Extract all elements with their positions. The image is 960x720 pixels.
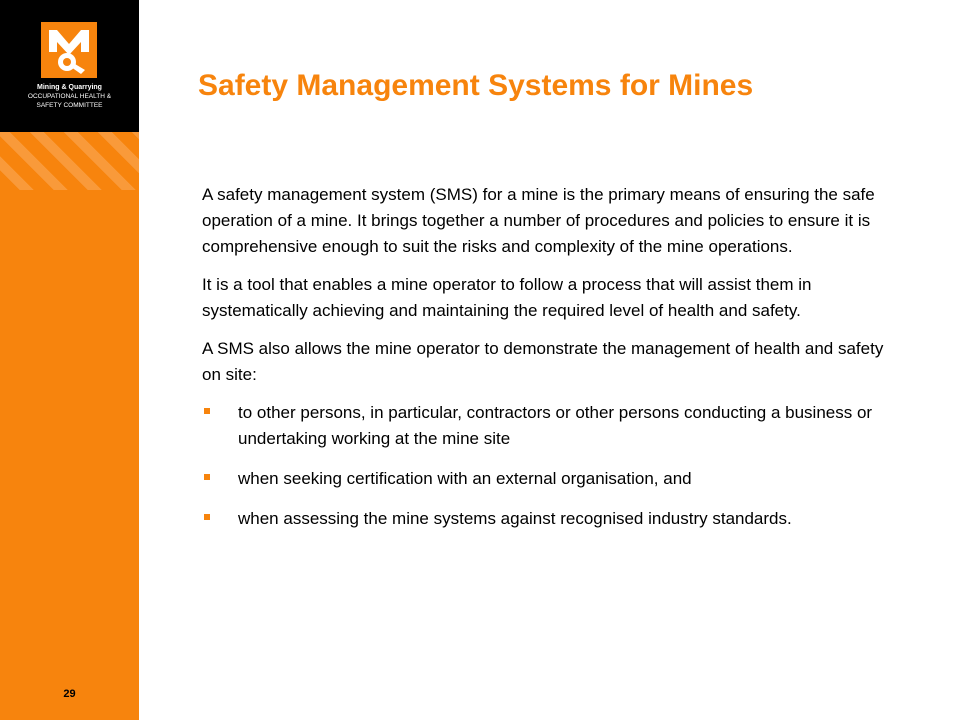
bullet-list bbox=[202, 400, 892, 532]
paragraph: It is a tool that enables a mine operator to follow a process that will assist them in systematically achieving and maintaining the required level of health and safety. bbox=[202, 275, 812, 320]
bullet-text: when seeking certification with an external organisation, and bbox=[238, 469, 692, 488]
square-bullet-icon bbox=[204, 514, 210, 520]
square-bullet-icon bbox=[204, 474, 210, 480]
paragraph: A safety management system (SMS) for a mine is the primary means of ensuring the safe operation of a mine. It brings together a number of procedures and policies to ensure it is comprehensive enough to suit the risks and complexity of the mine operations. bbox=[202, 185, 875, 256]
bullet-text: to other persons, in particular, contractors or other persons conducting a business or undertaking working at the mine site bbox=[238, 403, 873, 448]
logo-text bbox=[0, 83, 139, 110]
slide-content bbox=[202, 182, 892, 546]
page-number: 29 bbox=[63, 688, 76, 700]
mq-logo-icon bbox=[41, 22, 97, 78]
sidebar bbox=[0, 0, 139, 720]
paragraph: A SMS also allows the mine operator to demonstrate the management of health and safety on site: bbox=[202, 339, 884, 384]
logo-line-1: Mining & Quarrying bbox=[37, 84, 102, 91]
logo-line-2: OCCUPATIONAL HEALTH & bbox=[27, 93, 112, 100]
sidebar-stripes bbox=[0, 132, 139, 190]
logo-block bbox=[0, 0, 139, 132]
slide-title: Safety Management Systems for Mines bbox=[198, 69, 754, 102]
bullet-text: when assessing the mine systems against recognised industry standards. bbox=[238, 509, 792, 528]
bullet-item bbox=[202, 400, 892, 452]
square-bullet-icon bbox=[204, 408, 210, 414]
logo-line-3: SAFETY COMMITTEE bbox=[36, 102, 103, 109]
bullet-item bbox=[202, 466, 892, 492]
bullet-item bbox=[202, 506, 892, 532]
